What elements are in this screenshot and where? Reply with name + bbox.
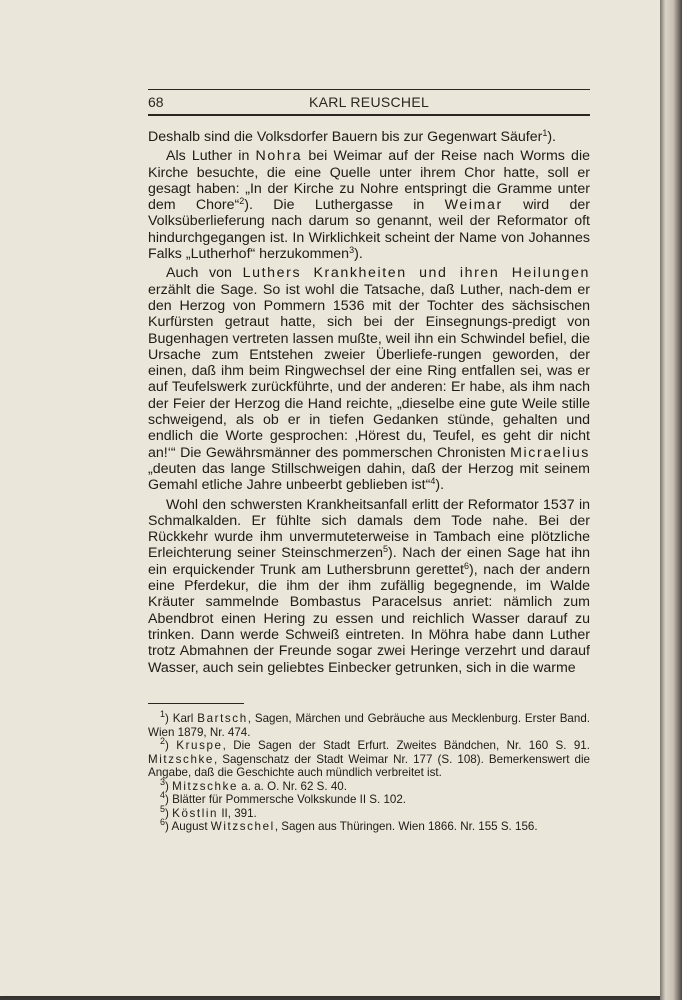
spaced-name: Micraelius (510, 444, 590, 461)
text-run: ). Nach der einen Sage hat ihn ein erquickender Trunk am Luthersbrunn gerettet (148, 545, 590, 578)
paragraph-3 (148, 265, 590, 493)
text-run: ), nach der andern eine Pferdekur, die ihm der ihm zufällig begegnende, im Walde Kräuter sammelnde Bombastus Paracelsus anriet: nämlich zum Abendbrot einen Hering zu essen und reichlich Wasser darauf zu trinken. Dann werde Schweiß eintreten. In Möhra habe dann Luther trotz Abmahnen der Freunde sogar zwei Heringe verzehrt und darauf Wasser, auch sein geliebtes Einbecker getrunken, sich in die warme (148, 561, 590, 676)
footnote-ref: 2 (239, 196, 245, 207)
text-run: , Die Sagen der Stadt Erfurt. Zweites Bändchen, Nr. 160 S. 91. (222, 739, 590, 752)
spaced-name: Weimar (444, 197, 503, 214)
text-run: ). Die Luthergasse in (244, 197, 445, 214)
spaced-name: Köstlin (172, 806, 219, 820)
text-run: ). (354, 246, 363, 263)
text-run: , Sagenschatz der Stadt Weimar Nr. 177 (S. 108). Bemerkenswert die Angabe, daß die Geschichte auch mündlich verbreitet ist. (148, 752, 590, 779)
footnote-6: $^6$) August Witzschel, Sagen aus Thüringen. Wien 1866. Nr. 155 S. 156. (160, 817, 538, 833)
spaced-name: Bartsch (197, 712, 248, 725)
spaced-name: Nohra (255, 148, 303, 165)
paragraph-1 (148, 129, 590, 145)
text-run: II, 391. (218, 806, 257, 820)
text-run: August (171, 820, 211, 833)
page-header (148, 94, 590, 114)
footnote-ref: 5 (383, 544, 389, 555)
text-run: wird der Volksüberlieferung nach darum so genannt, weil der Reformator oft hindurchgegangen ist. In Wirklichkeit scheint der Name von Johannes Falks „Lutherhof“ herzukommen (148, 197, 590, 263)
text-run: erzählt die Sage. So ist wohl die Tatsache, daß Luther, nach-dem er den Herzog von Pommern 1536 mit der Tochter des sächsischen Kurfürsten getraut hatte, sich bei der Einsegnungs-predigt von Bugenhagen vertreten lassen mußte, weil ihn ein Schwindel befiel, die Ursache zum Entstehen zweier Überliefe-rungen geworden, der einen, daß ihm beim Ringwechsel der eine Ring entfallen sei, was er auf Teufelswerk zurückführte, und der anderen: Er habe, als ihm nach der Feier der Herzog die Hand reichte, „dieselbe eine gute Weile stille schweigend, als ob er in tiefen Gedanken stünde, gehalten und endlich die Worte gesprochen: ‚Hörest du, Teufel, es geht dir nicht an!‘“ Die Gewährsmänner des pommerschen Chronisten (148, 281, 590, 461)
text-run: ). (547, 129, 556, 145)
footnote-marker: 2 (160, 736, 166, 746)
text-run: bei Weimar auf der Reise nach Worms die Kirche besuchte, die eine Quelle unter ihrem Chor hatte, soll er gesagt haben: „In der Kirche zu Nohre entspringt die Gramme unter dem Chore“ (148, 148, 590, 214)
text-run: Auch von (166, 265, 243, 282)
footnote-3: $^3$) Mitzschke a. a. O. Nr. 62 S. 40. (160, 776, 347, 793)
text-run: Als Luther in (166, 148, 256, 165)
footnote-marker: 1 (160, 709, 166, 719)
footnote-4: $^4$) Blätter für Pommersche Volkskunde II S. 102. (160, 790, 407, 806)
spaced-name: Witzschel (210, 820, 275, 833)
footnote-ref: 4 (430, 476, 436, 487)
spaced-name: Kruspe (176, 739, 223, 752)
spaced-name: Mitzschke (172, 779, 239, 793)
footnote-ref: 3 (349, 245, 355, 256)
footnote-ref: 1 (542, 128, 548, 138)
text-run: ). (435, 477, 445, 494)
footnote-ref: 6 (463, 560, 469, 571)
page-number: 68 (148, 94, 164, 110)
footnote-marker: 5 (160, 803, 166, 814)
spaced-name: Mitzschke (148, 752, 214, 766)
text-run: Karl (172, 712, 198, 725)
header-rule-top (148, 89, 590, 90)
book-spine-edge (660, 0, 682, 1000)
header-rule-bottom (148, 114, 590, 116)
running-title: KARL REUSCHEL (308, 94, 430, 110)
footnote-rule (148, 703, 244, 704)
paragraph-4 (148, 497, 590, 676)
text-run: a. a. O. Nr. 62 S. 40. (238, 779, 347, 793)
text-run: , Sagen aus Thüringen. Wien 1866. Nr. 155 S. 156. (274, 820, 538, 833)
footnote-marker: 3 (160, 776, 166, 787)
text-run: Deshalb sind die Volksdorfer Bauern bis zur Gegenwart Säufer (148, 129, 543, 145)
footnote-marker: 4 (160, 790, 166, 800)
text-run: , Sagen, Märchen und Gebräuche aus Mecklenburg. Erster Band. Wien 1879, Nr. 474. (148, 712, 590, 739)
body-text (148, 129, 590, 679)
text-run: Blätter für Pommersche Volkskunde II S. 102. (172, 793, 407, 806)
spaced-heading: Luthers Krankheiten und ihren Heilungen (242, 265, 590, 282)
footnote-1: $^1$) Karl Bartsch, Sagen, Märchen und Gebräuche aus Mecklenburg. Erster Band. Wien 1879, Nr. 474. (148, 709, 590, 739)
footnote-marker: 6 (160, 817, 166, 827)
footnote-5: $^5$) Köstlin II, 391. (160, 803, 257, 820)
footnotes (148, 709, 590, 834)
footnote-2: $^2$) Kruspe, Die Sagen der Stadt Erfurt. Zweites Bändchen, Nr. 160 S. 91. Mitzschke, Sagenschatz der Stadt Weimar Nr. 177 (S. 108). Bemerkenswert die Angabe, daß die Geschichte auch mündlich verbreitet ist. (148, 736, 590, 779)
paragraph-2 (148, 148, 590, 262)
text-run: „deuten das lange Stillschweigen dahin, daß der Herzog mit seinem Gemahl etliche Jahre unbeerbt geblieben ist“ (148, 460, 590, 494)
text-run: Wohl den schwersten Krankheitsanfall erlitt der Reformator 1537 in Schmalkalden. Er fühlte sich damals dem Tode nahe. Bei der Rückkehr wurde ihm unvermuteterweise in Tambach eine plötzliche Erleichterung seiner Steinschmerzen (148, 496, 590, 562)
